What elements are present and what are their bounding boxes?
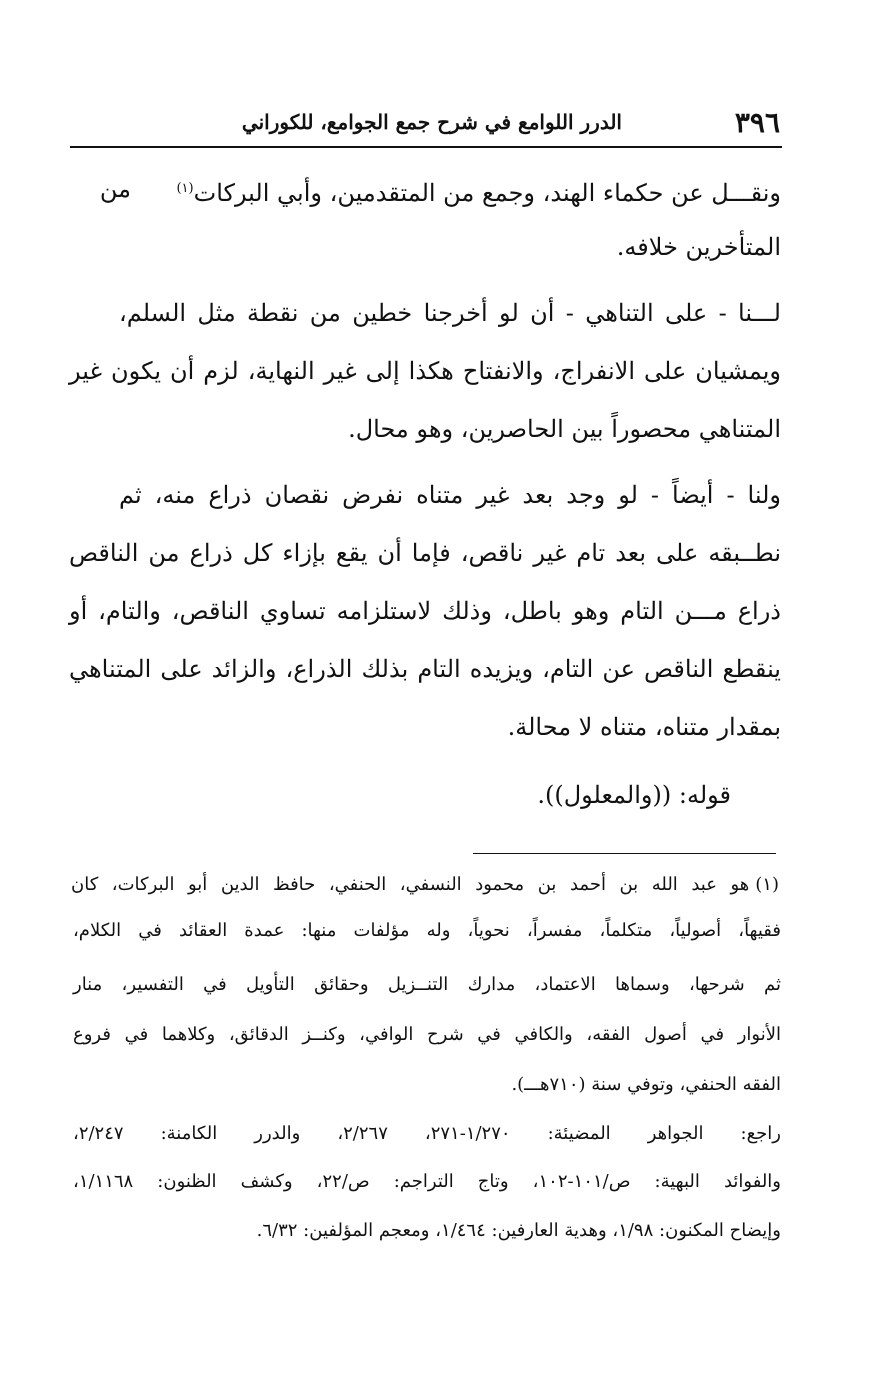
- body-line: ولنا - أيضاً - لو وجد بعد غير متناه نفرض نقصان ذراع منه، ثم: [119, 481, 781, 509]
- body-line: المتناهي محصوراً بين الحاصرين، وهو محال.: [348, 415, 781, 443]
- footnote-line: الأنوار في أصول الفقه، والكافي في شرح الوافي، وكنــز الدقائق، وكلاهما في فروع: [73, 1024, 781, 1045]
- footnote-marker: (١): [755, 874, 779, 895]
- footnote-separator: [473, 853, 776, 854]
- body-line: [167, 174, 781, 208]
- page-header: [70, 104, 782, 148]
- body-line: لـــنا - على التناهي - أن لو أخرجنا خطين من نقطة مثل السلم،: [119, 299, 781, 327]
- body-line: ينقطع الناقص عن التام، ويزيده التام بذلك الذراع، والزائد على المتناهي: [69, 655, 781, 683]
- footnote-line: راجع: الجواهر المضيئة: ١/٢٧٠-٢٧١، ٢/٢٦٧، والدرر الكامنة: ٢/٢٤٧،: [73, 1123, 781, 1144]
- footnote-line: الفقه الحنفي، وتوفي سنة (٧١٠هـــ).: [511, 1074, 781, 1095]
- footnote-reference: (١): [176, 181, 194, 196]
- footnote-text: هو عبد الله بن أحمد بن محمود النسفي، الحنفي، حافظ الدين أبو البركات، كان: [71, 874, 750, 895]
- footnote-line: والفوائد البهية: ص/١٠١-١٠٢، وتاج التراجم: ص/٢٢، وكشف الظنون: ١/١١٦٨،: [73, 1171, 781, 1192]
- body-line: نطــبقه على بعد تام غير ناقص، فإما أن يقع بإزاء كل ذراع من الناقص: [69, 539, 781, 567]
- body-line: من: [99, 175, 131, 203]
- body-line: ذراع مـــن التام وهو باطل، وذلك لاستلزامه تساوي الناقص، والتام، أو: [69, 597, 781, 625]
- footnote-line: ثم شرحها، وسماها الاعتماد، مدارك التنــزيل وحقائق التأويل في التفسير، منار: [73, 974, 781, 995]
- body-line: قوله: ((والمعلول)).: [537, 781, 731, 809]
- page-number: ٣٩٦: [734, 106, 780, 139]
- body-line: بمقدار متناه، متناه لا محالة.: [507, 713, 781, 741]
- footnote-line: [71, 873, 779, 897]
- running-title: الدرر اللوامع في شرح جمع الجوامع، للكوراني: [241, 110, 622, 134]
- body-line-text: ونقـــل عن حكماء الهند، وجمع من المتقدمين، وأبي البركات: [193, 179, 781, 207]
- body-line: ويمشيان على الانفراج، والانفتاح هكذا إلى غير النهاية، لزم أن يكون غير: [69, 357, 781, 385]
- footnote-line: وإيضاح المكنون: ١/٩٨، وهدية العارفين: ١/٤٦٤، ومعجم المؤلفين: ٦/٣٢.: [256, 1220, 781, 1241]
- footnote-line: فقيهاً، أصولياً، متكلماً، مفسراً، نحوياً، وله مؤلفات منها: عمدة العقائد في الكلام،: [73, 920, 781, 941]
- body-line: المتأخرين خلافه.: [616, 233, 781, 261]
